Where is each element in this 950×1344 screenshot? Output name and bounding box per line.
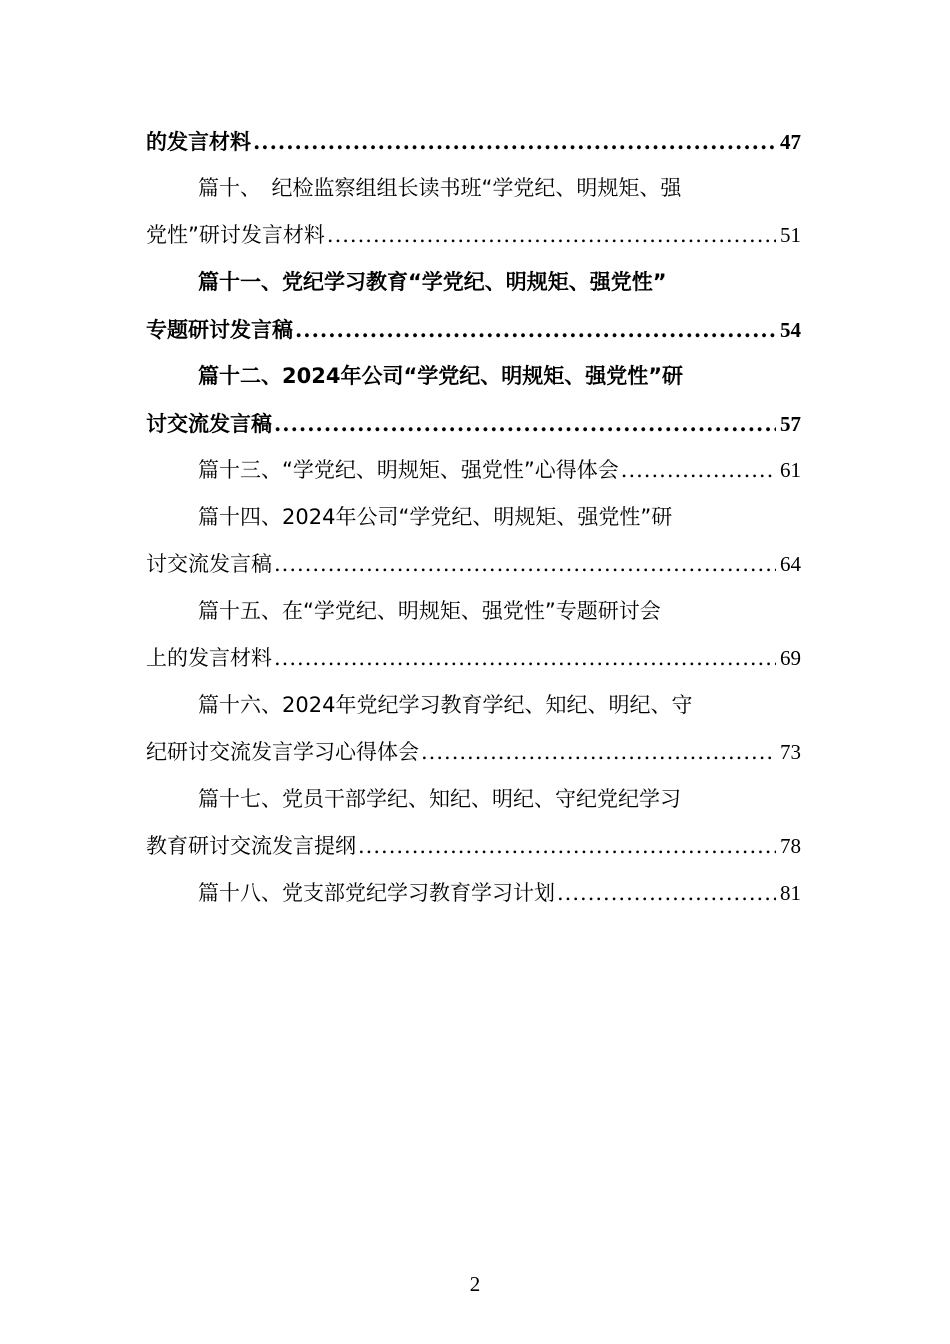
- toc-entry-text: 篇十三、“学党纪、明规矩、强党性”心得体会: [198, 458, 619, 482]
- toc-dot-leader: [274, 541, 776, 588]
- toc-entry-text: 篇十四、2024年公司“学党纪、明规矩、强党性”研: [198, 505, 673, 529]
- toc-entry-text: 纪研讨交流发言学习心得体会: [146, 740, 419, 764]
- toc-line: [146, 823, 801, 870]
- toc-line: [146, 682, 801, 729]
- toc-entry-text: 篇十七、党员干部学纪、知纪、明纪、守纪党纪学习: [198, 787, 681, 811]
- toc-page-number: 81: [780, 881, 801, 905]
- toc-line: [146, 588, 801, 635]
- toc-line: [146, 447, 801, 494]
- toc-dot-leader: [253, 118, 776, 165]
- toc-line: [146, 541, 801, 588]
- toc-line: [146, 776, 801, 823]
- toc-entry-text: 专题研讨发言稿: [146, 318, 293, 342]
- toc-entry-text: 篇十一、党纪学习教育“学党纪、明规矩、强党性”: [198, 270, 667, 294]
- toc-line: [146, 306, 801, 353]
- toc-line: [146, 494, 801, 541]
- toc-line: [146, 259, 801, 306]
- toc-line: [146, 353, 801, 400]
- toc-dot-leader: [274, 400, 776, 447]
- toc-dot-leader: [295, 306, 776, 353]
- table-of-contents: [146, 118, 801, 917]
- toc-page-number: 57: [780, 412, 801, 436]
- toc-entry-text: 教育研讨交流发言提纲: [146, 834, 356, 858]
- toc-entry-text: 讨交流发言稿: [146, 552, 272, 576]
- toc-line: [146, 870, 801, 917]
- toc-line: [146, 165, 801, 212]
- toc-line: [146, 635, 801, 682]
- toc-entry-text: 上的发言材料: [146, 646, 272, 670]
- toc-entry-text: 讨交流发言稿: [146, 412, 272, 436]
- toc-entry-text: 的发言材料: [146, 130, 251, 154]
- toc-page-number: 73: [780, 740, 801, 764]
- toc-line: [146, 729, 801, 776]
- toc-dot-leader: [274, 635, 776, 682]
- toc-page-number: 61: [780, 458, 801, 482]
- toc-entry-text: 篇十二、2024年公司“学党纪、明规矩、强党性”研: [198, 364, 684, 388]
- toc-page-number: 64: [780, 552, 801, 576]
- toc-dot-leader: [327, 212, 776, 259]
- toc-entry-text: 篇十八、党支部党纪学习教育学习计划: [198, 881, 555, 905]
- page-footer-number: 2: [469, 1272, 481, 1296]
- toc-page-number: 47: [780, 130, 801, 154]
- toc-dot-leader: [421, 729, 776, 776]
- toc-entry-text: 篇十、 纪检监察组组长读书班“学党纪、明规矩、强: [198, 176, 682, 200]
- toc-page-number: 78: [780, 834, 801, 858]
- toc-page-number: 54: [780, 318, 801, 342]
- toc-entry-text: 篇十六、2024年党纪学习教育学纪、知纪、明纪、守: [198, 693, 693, 717]
- toc-line: [146, 400, 801, 447]
- toc-page-number: 51: [780, 223, 801, 247]
- toc-line: [146, 212, 801, 259]
- toc-page-number: 69: [780, 646, 801, 670]
- toc-entry-text: 篇十五、在“学党纪、明规矩、强党性”专题研讨会: [198, 599, 661, 623]
- toc-entry-text: 党性”研讨发言材料: [146, 223, 325, 247]
- toc-dot-leader: [621, 447, 776, 494]
- toc-dot-leader: [557, 870, 776, 917]
- toc-line: [146, 118, 801, 165]
- toc-dot-leader: [358, 823, 776, 870]
